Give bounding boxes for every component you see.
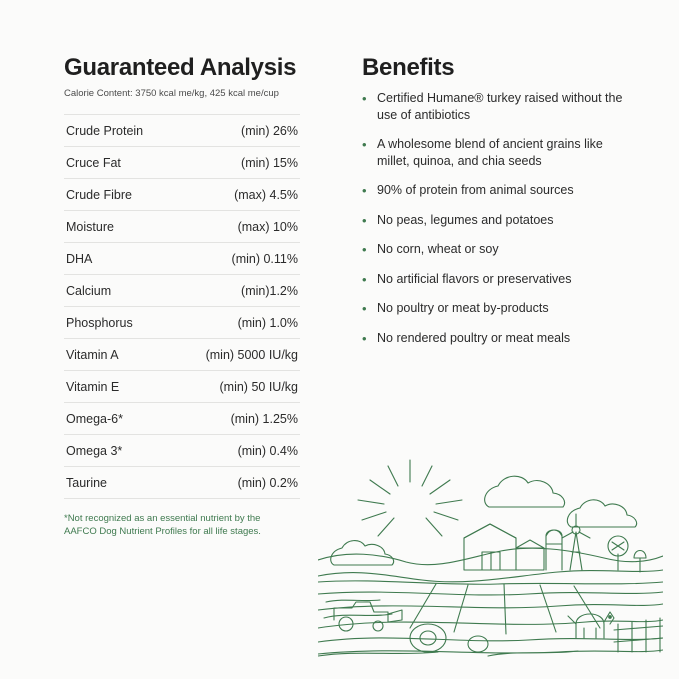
calorie-content-text: Calorie Content: 3750 kcal me/kg, 425 kcal me/cup [64,88,279,99]
benefit-text: No artificial flavors or preservatives [377,271,572,286]
nutrient-label: Phosphorus [66,316,133,331]
farm-landscape-illustration [318,452,663,657]
list-item [362,241,637,258]
list-item [362,300,637,317]
tree-icon [608,536,646,572]
nutrient-value: (min)1.2% [241,284,298,299]
nutrient-value: (min) 0.4% [237,444,298,459]
table-row [64,307,300,339]
benefits-title: Benefits [362,54,455,81]
nutrient-label: Calcium [66,284,112,299]
nutrient-label: Moisture [66,220,114,235]
nutrient-value: (max) 10% [237,220,298,235]
bullet-icon: • [362,242,367,257]
benefit-text: A wholesome blend of ancient grains like millet, quinoa, and chia seeds [377,137,603,168]
table-row [64,371,300,403]
bullet-icon: • [362,91,367,106]
list-item [362,271,637,288]
nutrient-label: Taurine [66,476,107,491]
nutrient-value: (min) 1.0% [237,316,298,331]
benefit-text: No poultry or meat by-products [377,301,549,315]
nutrient-label: Crude Protein [66,124,144,139]
analysis-footnote: *Not recognized as an essential nutrient by the AAFCO Dog Nutrient Profiles for all life stages. [64,513,261,538]
nutrient-value: (max) 4.5% [234,188,298,203]
guaranteed-analysis-title: Guaranteed Analysis [64,54,297,81]
nutrient-value: (min) 5000 IU/kg [205,348,298,363]
list-item [362,90,637,123]
table-row [64,403,300,435]
list-item [362,136,637,169]
nutrient-label: Vitamin A [66,348,119,363]
benefit-text: Certified Humane® turkey raised without the use of antibiotics [377,91,623,122]
windmill-icon [562,514,590,570]
list-item [362,212,637,229]
nutrient-label: DHA [66,252,93,267]
table-row [64,114,300,147]
table-row [64,339,300,371]
bullet-icon: • [362,330,367,346]
sun-rays-icon [358,460,462,536]
table-row [64,243,300,275]
benefits-list [362,90,637,346]
nutrient-label: Omega-6* [66,412,123,427]
benefits-section [362,54,637,359]
dog-icon [568,612,614,638]
table-row [64,179,300,211]
bullet-icon: • [362,271,367,287]
nutrient-value: (min) 50 IU/kg [219,380,298,395]
bullet-icon: • [362,212,367,228]
table-row [64,211,300,243]
guaranteed-analysis-section [64,54,304,548]
table-row [64,275,300,307]
bullet-icon: • [362,137,367,152]
nutrient-label: Cruce Fat [66,156,121,171]
nutrient-value: (min) 15% [241,156,298,171]
nutrient-value: (min) 1.25% [230,412,298,427]
fence-icon [614,618,663,652]
table-row [64,467,300,499]
table-row [64,435,300,467]
list-item [362,330,637,347]
benefit-text: No peas, legumes and potatoes [377,212,554,227]
benefit-text: No rendered poultry or meat meals [377,330,571,345]
guaranteed-analysis-table [64,114,300,499]
hay-bale-icon [410,624,488,652]
nutrient-value: (min) 0.2% [237,476,298,491]
nutrient-label: Omega 3* [66,444,123,459]
nutrient-value: (min) 0.11% [231,252,298,267]
benefit-text: No corn, wheat or soy [377,242,499,256]
nutrient-label: Vitamin E [66,380,120,395]
list-item [362,182,637,199]
bullet-icon: • [362,301,367,316]
barn-icon [464,524,544,570]
nutrient-label: Crude Fibre [66,188,132,203]
benefit-text: 90% of protein from animal sources [377,183,574,197]
bullet-icon: • [362,183,367,198]
nutrient-value: (min) 26% [241,124,298,139]
table-row [64,147,300,179]
